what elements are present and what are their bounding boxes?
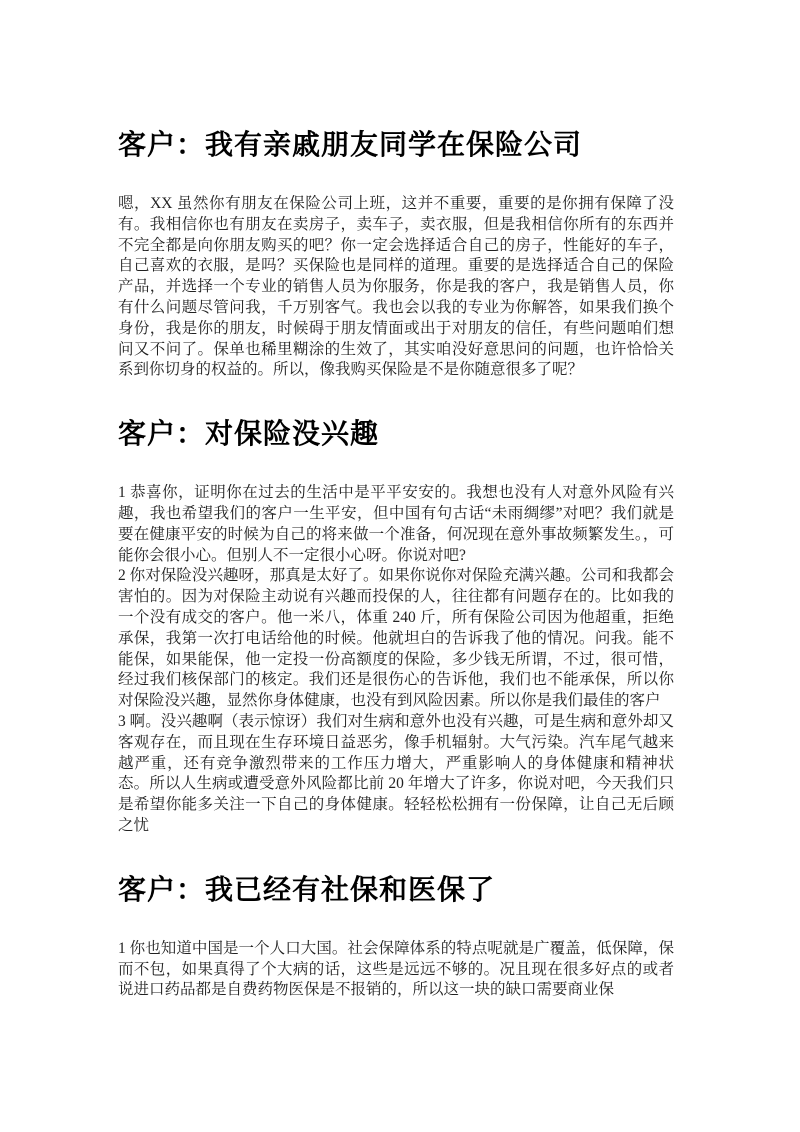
section-heading: 客户：我已经有社保和医保了 — [118, 874, 496, 906]
paragraph: 2 你对保险没兴趣呀，那真是太好了。如果你说你对保险充满兴趣。公司和我都会害怕的。因为对保险主动说有兴趣而投保的人，往往都有问题存在的。比如我的一个没有成交的客户。他一米八，体重 240 斤，所有保险公司因为他超重，拒绝承保，我第一次打电话给他的时候。他就坦白的告诉我了他的情况。问我。能不能保，如果能保，他一定投一份高额度的保险，多少钱无所谓，不过，很可惜，经过我们核保部门的核定。我们还是很伤心的告诉他，我们也不能承保，所以你对保险没兴趣，显然你身体健康，也没有到风险因素。所以你是我们最佳的客户 — [118, 567, 674, 710]
paragraph: 1 恭喜你，证明你在过去的生活中是平平安安的。我想也没有人对意外风险有兴趣，我也希望我们的客户一生平安，但中国有句古话“未雨绸缪”对吧？我们就是要在健康平安的时候为自己的将来做一个准备，何况现在意外事故频繁发生。，可能你会很小心。但别人不一定很小心呀。你说对吧? — [118, 484, 674, 564]
section-friends-in-insurance — [118, 128, 674, 381]
section-heading: 客户：我有亲戚朋友同学在保险公司 — [118, 130, 583, 161]
paragraph: 1 你也知道中国是一个人口大国。社会保障体系的特点呢就是广覆盖，低保障，保而不包，如果真得了个大病的话，这些是远远不够的。况且现在很多好点的或者说进口药品都是自费药物医保是不报销的，所以这一块的缺口需要商业保 — [118, 939, 674, 999]
section-already-have-social-insurance — [118, 873, 674, 1001]
section-heading: 客户：对保险没兴趣 — [118, 419, 380, 451]
paragraph: 嗯，XX 虽然你有朋友在保险公司上班，这并不重要，重要的是你拥有保障了没有。我相信你也有朋友在卖房子，卖车子，卖衣服，但是我相信你所有的东西并不完全都是向你朋友购买的吧？你一定会选择适合自己的房子，性能好的车子，自己喜欢的衣服，是吗？买保险也是同样的道理。重要的是选择适合自己的保险产品，并选择一个专业的销售人员为你服务，你是我的客户，我是销售人员，你有什么问题尽管问我，千万别客气。我也会以我的专业为你解答，如果我们换个身份，我是你的朋友，时候碍于朋友情面或出于对朋友的信任，有些问题咱们想问又不问了。保单也稀里糊涂的生效了，其实咱没好意思问的问题，也许恰恰关系到你切身的权益的。所以，像我购买保险是不是你随意很多了呢？ — [118, 195, 674, 379]
section-no-interest — [118, 417, 674, 837]
paragraph: 3 啊。没兴趣啊（表示惊讶）我们对生病和意外也没有兴趣，可是生病和意外却又客观存在，而且现在生存环境日益恶劣，像手机辐射。大气污染。汽车尾气越来越严重，还有竞争激烈带来的工作压力增大，严重影响人的身体健康和精神状态。所以人生病或遭受意外风险都比前 20 年增大了许多，你说对吧，今天我们只是希望你能多关注一下自己的身体健康。轻轻松松拥有一份保障，让自己无后顾之忧 — [118, 712, 674, 834]
